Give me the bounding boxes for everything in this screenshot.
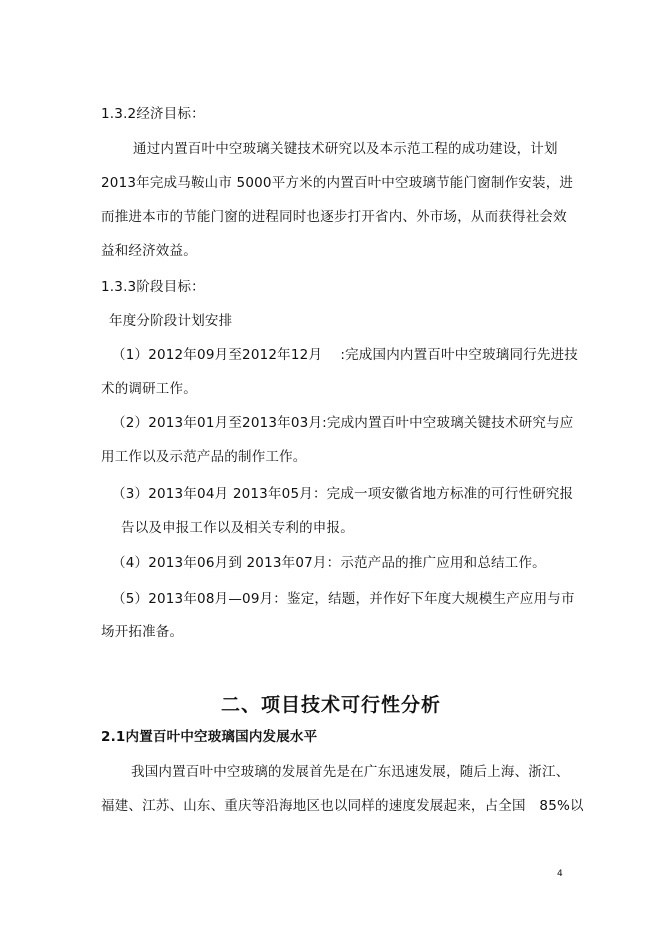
s132-para-line-1: 通过内置百叶中空玻璃关键技术研究以及本示范工程的成功建设，计划: [133, 141, 558, 157]
s21-para-line-1: 我国内置百叶中空玻璃的发展首先是在广东迅速发展，随后上海、浙江、: [131, 764, 570, 780]
stage-3-line-1: （3）2013年04月 2013年05月：完成一项安徽省地方标准的可行性研究报: [112, 486, 574, 502]
s132-para-line-3: 而推进本市的节能门窗的进程同时也逐步打开省内、外市场，从而获得社会效: [101, 209, 567, 225]
s132-heading: 1.3.2经济目标：: [101, 106, 205, 122]
s21-para-line-2: 福建、江苏、山东、重庆等沿海地区也以同样的速度发展起来，占全国 85%以: [101, 798, 584, 814]
stage-3-line-2: 告以及申报工作以及相关专利的申报。: [121, 520, 354, 536]
stage-2-line-1: （2）2013年01月至2013年03月:完成内置百叶中空玻璃关键技术研究与应: [112, 415, 574, 431]
stage-1-line-1: （1）2012年09月至2012年12月 :完成国内内置百叶中空玻璃同行先进技: [112, 347, 578, 363]
stage-5-line-2: 场开拓准备。: [101, 624, 184, 640]
s132-para-line-2: 2013年完成马鞍山市 5000平方米的内置百叶中空玻璃节能门窗制作安装，进: [101, 175, 574, 191]
stage-2-line-2: 用工作以及示范产品的制作工作。: [101, 449, 307, 465]
plan-title: 年度分阶段计划安排: [109, 313, 233, 329]
s132-para-line-4: 益和经济效益。: [101, 243, 197, 259]
s21-heading: 2.1内置百叶中空玻璃国内发展水平: [101, 729, 318, 745]
stage-4-line-1: （4）2013年06月到 2013年07月：示范产品的推广应用和总结工作。: [112, 555, 546, 571]
chapter-title: 二、项目技术可行性分析: [220, 694, 441, 716]
stage-5-line-1: （5）2013年08月—09月：鉴定，结题，并作好下年度大规模生产应用与市: [112, 591, 575, 607]
stage-1-line-2: 术的调研工作。: [101, 381, 197, 397]
s133-heading: 1.3.3阶段目标：: [101, 279, 205, 295]
page-number: 4: [557, 869, 563, 879]
